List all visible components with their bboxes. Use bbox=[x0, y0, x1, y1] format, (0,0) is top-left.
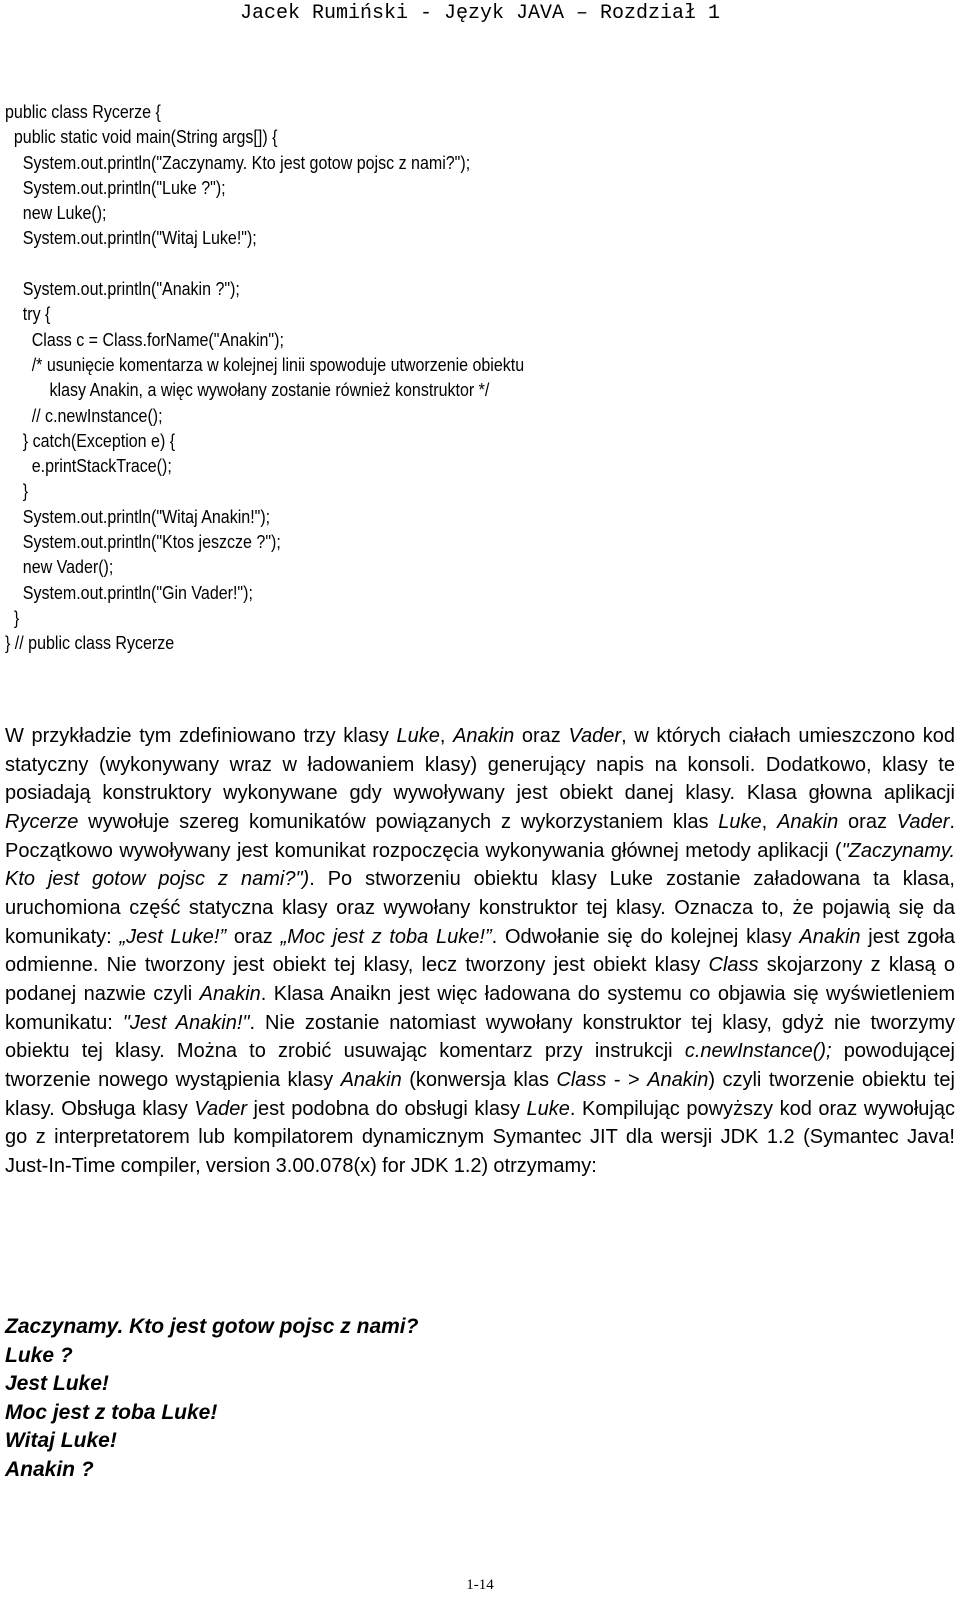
text-run: . Kompilując powyższy kod oraz wywołując go z interpretatorem lub kompilatorem dynamicznym Symantec JIT dla wersji JDK 1.2 (Symantec Java! Just-In-Time compiler, version 3.00.078(x) for JDK 1.2) otrzymamy: bbox=[5, 1097, 956, 1177]
code-line: new Luke(); bbox=[5, 203, 107, 224]
italic-term: Class bbox=[556, 1068, 607, 1091]
italic-term: Luke bbox=[526, 1097, 570, 1120]
page-number: 1-14 bbox=[466, 1577, 494, 1593]
italic-term: Rycerze bbox=[5, 810, 79, 833]
code-line: } // public class Rycerze bbox=[5, 633, 175, 654]
code-line: System.out.println("Witaj Anakin!"); bbox=[5, 506, 271, 527]
code-line bbox=[5, 252, 842, 277]
text-run: . Klasa Anaikn jest więc ładowana do systemu co objawia się wyświetleniem komunikatu: bbox=[5, 982, 955, 1034]
code-line: /* usunięcie komentarza w kolejnej linii spowoduje utworzenie obiektu bbox=[5, 354, 525, 375]
text-run: W przykładzie tym zdefiniowano trzy klasy bbox=[5, 725, 397, 747]
italic-term: Anakin bbox=[777, 810, 839, 833]
italic-term: c.newInstance(); bbox=[684, 1040, 832, 1063]
code-line: Class c = Class.forName("Anakin"); bbox=[5, 329, 284, 350]
italic-term: "Jest Anakin!" bbox=[122, 1011, 250, 1034]
code-line: System.out.println("Witaj Luke!"); bbox=[5, 228, 257, 249]
italic-term: Luke bbox=[718, 810, 762, 833]
text-run: . Po stworzeniu obiektu klasy Luke zostanie załadowana ta klasa, uruchomiona część statyczna klasy oraz wywołany konstruktor tej klasy. Oznacza to, że pojawią się da komunikaty: bbox=[5, 868, 955, 948]
text-run: , w których ciałach umieszczono kod statyczny (wykonywany wraz w ładowaniem klasy) generujący napis na konsoli. Dodatkowo, klasy te posiadają konstruktory wykonywane gdy wywoływany jest obiekt danej klasy. Klasa głowna aplikacji bbox=[5, 725, 955, 805]
italic-term: „Jest Luke!” bbox=[119, 925, 227, 948]
output-line: Zaczynamy. Kto jest gotow pojsc z nami? bbox=[5, 1315, 419, 1338]
output-line: Anakin ? bbox=[5, 1457, 94, 1481]
code-line: // c.newInstance(); bbox=[5, 405, 163, 426]
text-run: jest podobna do obsługi klasy bbox=[247, 1097, 527, 1120]
code-line: klasy Anakin, a więc wywołany zostanie również konstruktor */ bbox=[5, 380, 490, 401]
text-run: oraz bbox=[226, 925, 281, 948]
output-line: Jest Luke! bbox=[5, 1372, 109, 1396]
text-run: , bbox=[761, 810, 778, 833]
code-line: System.out.println("Zaczynamy. Kto jest gotow pojsc z nami?"); bbox=[5, 152, 471, 173]
code-listing bbox=[5, 100, 842, 657]
code-line: System.out.println("Anakin ?"); bbox=[5, 279, 240, 300]
text-run: skojarzony z klasą o podanej nazwie czyli bbox=[5, 954, 955, 1005]
text-run: . Odwołanie się do kolejnej klasy bbox=[491, 925, 800, 948]
text-run: powodującej tworzenie nowego wystąpienia klasy bbox=[5, 1040, 955, 1091]
code-line: System.out.println("Luke ?"); bbox=[5, 177, 226, 198]
italic-term: Anakin bbox=[647, 1068, 709, 1091]
italic-term: Class bbox=[708, 954, 759, 977]
code-line: System.out.println("Gin Vader!"); bbox=[5, 582, 253, 603]
italic-term: Luke bbox=[396, 725, 440, 747]
text-run: ) czyli tworzenie obiektu tej klasy. Obsługa klasy bbox=[5, 1068, 955, 1120]
italic-term: Vader bbox=[568, 725, 622, 747]
program-output bbox=[5, 1313, 945, 1485]
text-run: (konwersja klas bbox=[401, 1068, 557, 1091]
text-run: . Nie zostanie natomiast wywołany konstruktor tej klasy, gdyż nie tworzymy obiektu tej klasy. Można to zrobić usuwając komentarz przy instrukcji bbox=[5, 1011, 955, 1063]
code-line: System.out.println("Ktos jeszcze ?"); bbox=[5, 532, 281, 553]
code-line: new Vader(); bbox=[5, 557, 114, 578]
italic-term: „Moc jest z toba Luke!” bbox=[280, 925, 492, 948]
output-line: Luke ? bbox=[5, 1343, 73, 1367]
text-run: . Początkowo wywoływany jest komunikat rozpoczęcia wykonywania głównej metody aplikacji ( bbox=[5, 810, 955, 862]
code-line: public static void main(String args[]) { bbox=[5, 127, 278, 148]
italic-term: "Zaczynamy. Kto jest gotow pojsc z nami?") bbox=[5, 839, 955, 891]
code-line: } catch(Exception e) { bbox=[5, 430, 176, 451]
text-run: jest zgoła odmienne. Nie tworzony jest obiekt tej klasy, lecz tworzony jest obiekt klasy bbox=[5, 925, 955, 977]
output-line: Moc jest z toba Luke! bbox=[5, 1400, 218, 1424]
output-line: Witaj Luke! bbox=[5, 1429, 117, 1453]
text-run: , bbox=[439, 725, 454, 747]
text-run: oraz bbox=[514, 725, 569, 747]
text-run: - > bbox=[606, 1068, 648, 1091]
page-header: Jacek Rumiński - Język JAVA – Rozdział 1 bbox=[239, 2, 721, 25]
code-line: public class Rycerze { bbox=[5, 102, 161, 122]
code-line: e.printStackTrace(); bbox=[5, 456, 172, 477]
italic-term: Anakin bbox=[453, 725, 515, 747]
italic-term: Vader bbox=[896, 810, 950, 833]
italic-term: Vader bbox=[194, 1097, 247, 1120]
code-line: try { bbox=[5, 304, 51, 325]
italic-term: Anakin bbox=[340, 1068, 402, 1091]
text-run: oraz bbox=[838, 810, 897, 833]
italic-term: Anakin bbox=[799, 925, 861, 948]
italic-term: Anakin bbox=[199, 982, 261, 1005]
code-line: } bbox=[5, 607, 20, 628]
body-paragraph bbox=[5, 722, 955, 1181]
text-run: wywołuje szereg komunikatów powiązanych z wykorzystaniem klas bbox=[78, 810, 719, 833]
code-line: } bbox=[5, 481, 29, 502]
